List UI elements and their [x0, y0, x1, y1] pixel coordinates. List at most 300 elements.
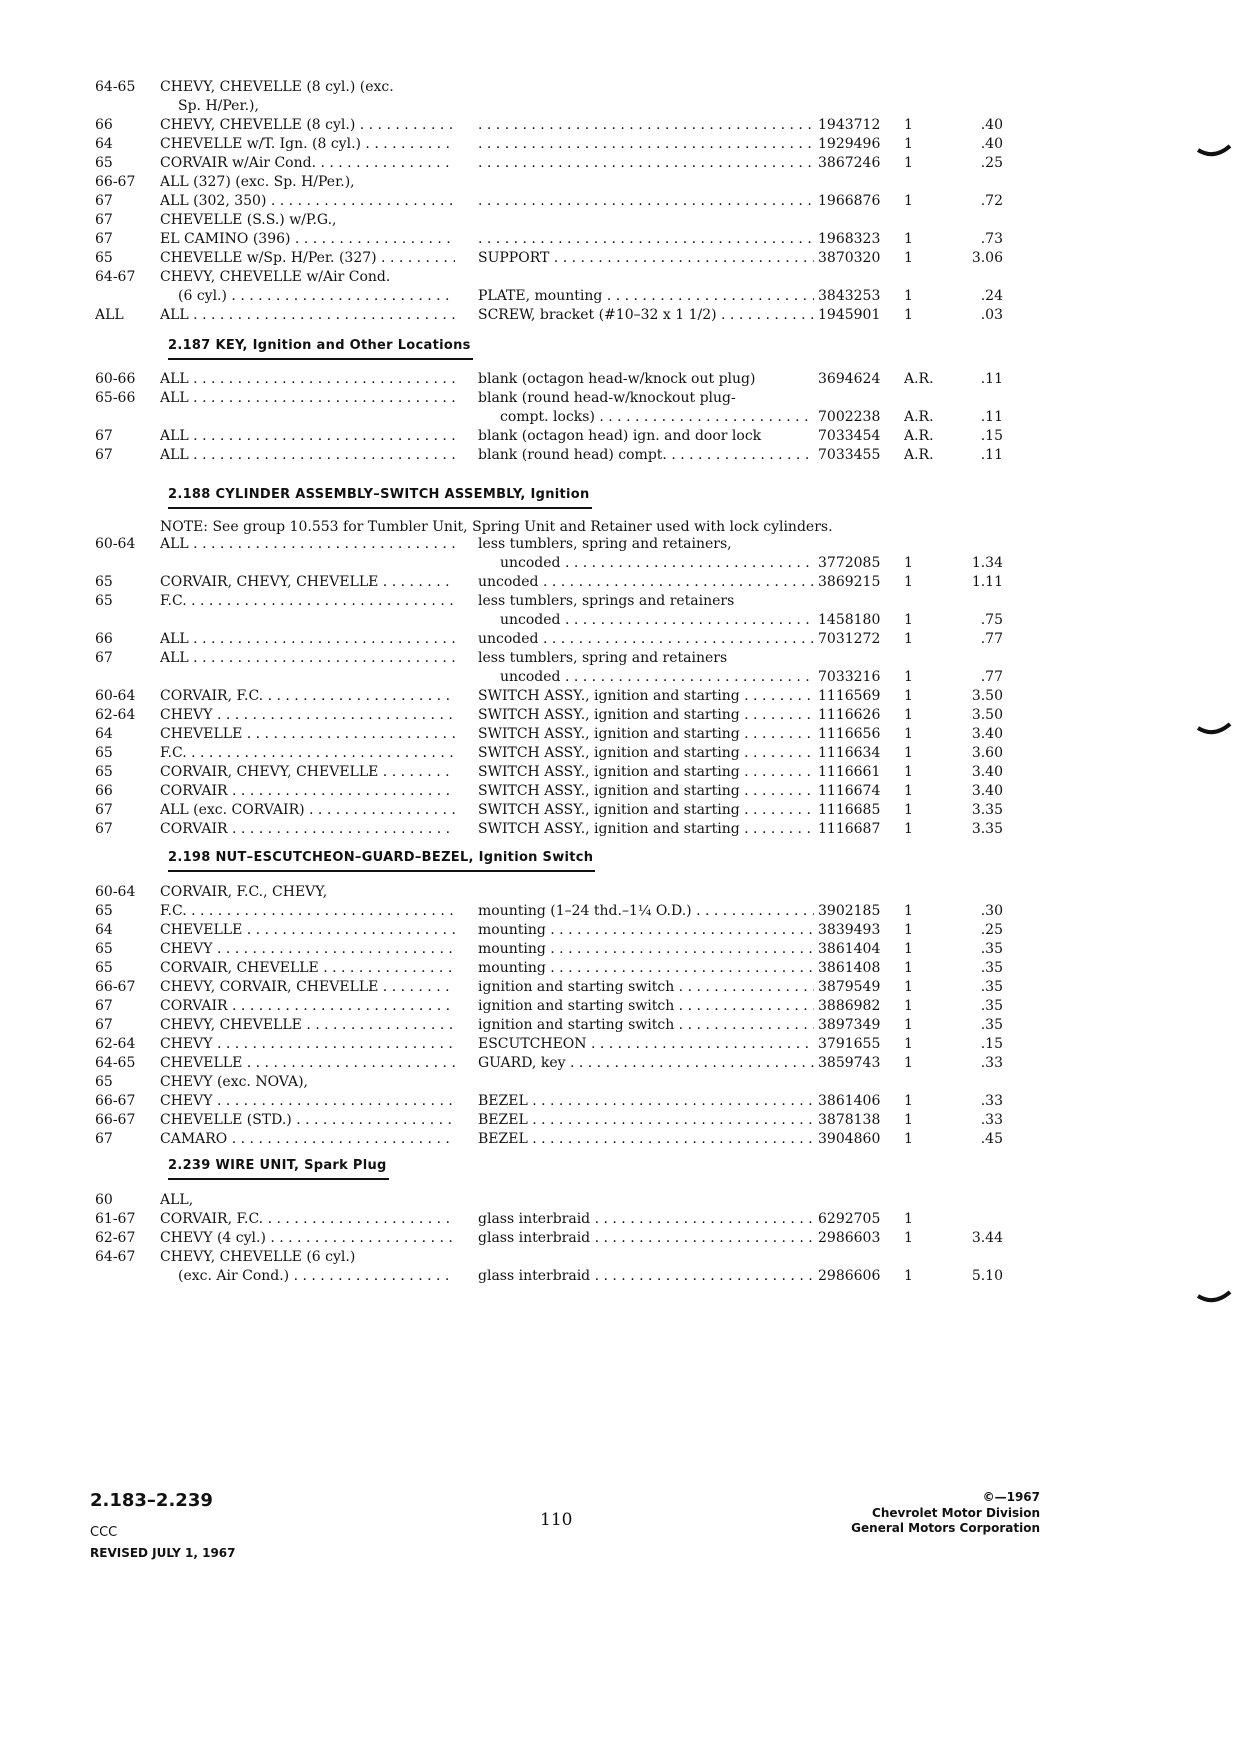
price [945, 1092, 1003, 1111]
model-year-text: 67 [95, 1017, 113, 1033]
footer-ccc: CCC [90, 1525, 118, 1540]
part-number [818, 725, 902, 744]
application-text: CORVAIR, F.C. . . . [160, 1211, 455, 1227]
application-text: CHEVELLE . . . [160, 922, 455, 938]
description [478, 959, 814, 978]
application [160, 1130, 455, 1149]
price [945, 902, 1003, 921]
application [160, 1248, 455, 1267]
application-text: ALL . . . [160, 371, 455, 387]
table-row [0, 154, 1248, 173]
application [160, 306, 455, 325]
description-text: less tumblers, spring and retainers [478, 650, 728, 666]
description [478, 1092, 814, 1111]
model-year-text: 66 [95, 117, 113, 133]
application [160, 763, 455, 782]
price-text: .15 [980, 1036, 1003, 1052]
description [478, 573, 814, 592]
model-year-text: 64 [95, 922, 113, 938]
quantity-text: 1 [904, 250, 913, 266]
application [160, 535, 455, 554]
price-text: .03 [980, 307, 1003, 323]
price-text: .11 [980, 409, 1003, 425]
section-heading: 2.188 CYLINDER ASSEMBLY–SWITCH ASSEMBLY, Ignition [168, 485, 592, 509]
description [500, 668, 814, 687]
price [945, 782, 1003, 801]
model-year [95, 902, 155, 921]
model-year [95, 268, 155, 287]
description [478, 306, 814, 325]
application-text: ALL . . . [160, 536, 455, 552]
quantity [904, 554, 944, 573]
table-row [0, 306, 1248, 325]
quantity-text: 1 [904, 1131, 913, 1147]
application-text: CHEVY (4 cyl.) . . . [160, 1230, 455, 1246]
quantity [904, 1130, 944, 1149]
part-number [818, 554, 902, 573]
description [478, 1210, 814, 1229]
model-year-text: 66 [95, 783, 113, 799]
part-number [818, 230, 902, 249]
model-year [95, 978, 155, 997]
model-year-text: 67 [95, 428, 113, 444]
model-year [95, 649, 155, 668]
model-year [95, 1111, 155, 1130]
application [160, 902, 455, 921]
description-text: SUPPORT . . . [478, 250, 814, 266]
description-text [478, 193, 814, 209]
price [945, 1111, 1003, 1130]
table-row [0, 921, 1248, 940]
description-text [478, 136, 814, 152]
parts-table [0, 1191, 1248, 1286]
model-year [95, 211, 155, 230]
part-number [818, 668, 902, 687]
quantity [904, 706, 944, 725]
model-year [95, 116, 155, 135]
description [478, 744, 814, 763]
model-year-text: 65 [95, 574, 113, 590]
table-row [0, 268, 1248, 287]
quantity [904, 135, 944, 154]
description [478, 1130, 814, 1149]
price [945, 940, 1003, 959]
application [160, 706, 455, 725]
application [160, 389, 455, 408]
price [945, 959, 1003, 978]
price [945, 230, 1003, 249]
table-row [0, 1111, 1248, 1130]
model-year [95, 959, 155, 978]
part-number-text: 1966876 [818, 193, 881, 209]
description [478, 389, 814, 408]
application [160, 230, 455, 249]
description [478, 706, 814, 725]
part-number [818, 902, 902, 921]
price [945, 370, 1003, 389]
description-text: uncoded . . . [500, 669, 814, 685]
description-text: uncoded . . . [500, 612, 814, 628]
quantity [904, 1016, 944, 1035]
description-text: blank (octagon head) ign. and door lock [478, 428, 762, 444]
application-text: (exc. Air Cond.) . . . [178, 1268, 455, 1284]
model-year-text: 65 [95, 764, 113, 780]
description [478, 287, 814, 306]
application-text: ALL . . . [160, 390, 455, 406]
price [945, 725, 1003, 744]
part-number-text: 1968323 [818, 231, 881, 247]
description [478, 940, 814, 959]
table-row [0, 573, 1248, 592]
quantity [904, 725, 944, 744]
part-number-text: 1116687 [818, 821, 881, 837]
model-year [95, 1229, 155, 1248]
application [160, 649, 455, 668]
application [160, 1054, 455, 1073]
model-year-text: 60 [95, 1192, 113, 1208]
quantity [904, 573, 944, 592]
model-year-text: 67 [95, 231, 113, 247]
table-row [0, 820, 1248, 839]
application-text: CORVAIR, CHEVY, CHEVELLE . . . [160, 574, 455, 590]
model-year-text: 67 [95, 212, 113, 228]
price [945, 287, 1003, 306]
application-text: CORVAIR, CHEVY, CHEVELLE . . . [160, 764, 455, 780]
part-number-text: 1943712 [818, 117, 881, 133]
model-year-text: 66-67 [95, 979, 136, 995]
description-text: less tumblers, spring and retainers, [478, 536, 732, 552]
quantity-text: 1 [904, 783, 913, 799]
application [160, 1073, 455, 1092]
part-number [818, 135, 902, 154]
price [945, 135, 1003, 154]
description-text: mounting (1–24 thd.–1¼ O.D.) . . . [478, 903, 814, 919]
price-text: 3.40 [971, 783, 1003, 799]
application [160, 883, 455, 902]
quantity [904, 801, 944, 820]
quantity-text: 1 [904, 669, 913, 685]
quantity [904, 921, 944, 940]
part-number-text: 3859743 [818, 1055, 881, 1071]
model-year [95, 1130, 155, 1149]
price-text: .75 [980, 612, 1003, 628]
price-text: .33 [980, 1112, 1003, 1128]
quantity-text: 1 [904, 707, 913, 723]
description-text: glass interbraid . . . [478, 1268, 814, 1284]
price-text: .35 [980, 960, 1003, 976]
model-year [95, 763, 155, 782]
parts-table [0, 883, 1248, 1149]
model-year [95, 1210, 155, 1229]
application [160, 940, 455, 959]
part-number [818, 1054, 902, 1073]
description [500, 611, 814, 630]
quantity-text: 1 [904, 802, 913, 818]
application-text: CAMARO . . . [160, 1131, 455, 1147]
price [945, 820, 1003, 839]
application [160, 725, 455, 744]
part-number-text: 1116626 [818, 707, 881, 723]
quantity [904, 1210, 944, 1229]
application-text: CHEVY, CORVAIR, CHEVELLE . . . [160, 979, 455, 995]
model-year [95, 687, 155, 706]
part-number [818, 408, 902, 427]
part-number-text: 3870320 [818, 250, 881, 266]
model-year-text: 60-66 [95, 371, 136, 387]
table-row [0, 554, 1248, 573]
description-text: BEZEL . . . [478, 1112, 814, 1128]
model-year-text: 65 [95, 745, 113, 761]
price [945, 554, 1003, 573]
part-number [818, 192, 902, 211]
quantity-text: 1 [904, 1112, 913, 1128]
description [478, 997, 814, 1016]
model-year-text: 61-67 [95, 1211, 136, 1227]
table-row [0, 1073, 1248, 1092]
application-text: CHEVELLE . . . [160, 1055, 455, 1071]
footer-division: Chevrolet Motor Division [872, 1506, 1040, 1520]
table-row [0, 801, 1248, 820]
description-text: glass interbraid . . . [478, 1230, 814, 1246]
model-year [95, 1016, 155, 1035]
price [945, 1229, 1003, 1248]
quantity [904, 1229, 944, 1248]
section-heading: 2.198 NUT–ESCUTCHEON–GUARD–BEZEL, Ignition Switch [168, 848, 595, 872]
table-row [0, 389, 1248, 408]
price-text: .30 [980, 903, 1003, 919]
page-number: 110 [540, 1510, 573, 1530]
price-text: .33 [980, 1055, 1003, 1071]
table-row [0, 883, 1248, 902]
part-number [818, 820, 902, 839]
model-year [95, 573, 155, 592]
application-text: CHEVELLE . . . [160, 726, 455, 742]
description [478, 370, 814, 389]
margin-mark [1196, 722, 1232, 740]
quantity [904, 446, 944, 465]
table-row [0, 427, 1248, 446]
part-number [818, 959, 902, 978]
application-text: F.C. . . . [160, 593, 455, 609]
description-text: compt. locks) . . . [500, 409, 814, 425]
section-heading: 2.239 WIRE UNIT, Spark Plug [168, 1156, 389, 1180]
application-text: CHEVY, CHEVELLE (8 cyl.) . . . [160, 117, 455, 133]
description [478, 649, 814, 668]
part-number-text: 7033455 [818, 447, 881, 463]
part-number-text: 7031272 [818, 631, 881, 647]
description [478, 192, 814, 211]
part-number [818, 573, 902, 592]
price-text: .73 [980, 231, 1003, 247]
table-row [0, 535, 1248, 554]
table-row [0, 592, 1248, 611]
part-number-text: 2986606 [818, 1268, 881, 1284]
footer-copyright: ©—1967 [982, 1490, 1040, 1504]
description [478, 154, 814, 173]
model-year-text: 65-66 [95, 390, 136, 406]
quantity [904, 306, 944, 325]
quantity [904, 1111, 944, 1130]
quantity-text: 1 [904, 555, 913, 571]
application-text: CHEVELLE w/T. Ign. (8 cyl.) . . . [160, 136, 455, 152]
quantity-text: 1 [904, 631, 913, 647]
table-row [0, 408, 1248, 427]
application [178, 1267, 455, 1286]
price [945, 573, 1003, 592]
model-year-text: 60-64 [95, 884, 136, 900]
price [945, 706, 1003, 725]
model-year-text: 62-64 [95, 1036, 136, 1052]
part-number [818, 1267, 902, 1286]
part-number-text: 3867246 [818, 155, 881, 171]
part-number [818, 370, 902, 389]
application-text: CHEVY (exc. NOVA), [160, 1074, 308, 1090]
quantity-text: 1 [904, 307, 913, 323]
table-row [0, 249, 1248, 268]
description-text: ignition and starting switch . . . [478, 1017, 814, 1033]
table-row [0, 173, 1248, 192]
part-number-text: 3861408 [818, 960, 881, 976]
model-year [95, 1191, 155, 1210]
description [478, 1111, 814, 1130]
description-text: SWITCH ASSY., ignition and starting . . . [478, 821, 814, 837]
part-number-text: 1458180 [818, 612, 881, 628]
price [945, 687, 1003, 706]
price [945, 306, 1003, 325]
table-row [0, 1191, 1248, 1210]
price-text: .24 [980, 288, 1003, 304]
quantity [904, 192, 944, 211]
description-text: mounting . . . [478, 960, 814, 976]
model-year [95, 706, 155, 725]
description [478, 820, 814, 839]
description [478, 1267, 814, 1286]
price-text: 3.44 [971, 1230, 1003, 1246]
model-year [95, 820, 155, 839]
description-text: SWITCH ASSY., ignition and starting . . . [478, 707, 814, 723]
application-text: CHEVY . . . [160, 941, 455, 957]
model-year-text: 65 [95, 250, 113, 266]
part-number-text: 7033216 [818, 669, 881, 685]
description-text: mounting . . . [478, 922, 814, 938]
table-row [0, 1054, 1248, 1073]
description [478, 630, 814, 649]
footer-corporation: General Motors Corporation [851, 1521, 1040, 1535]
model-year-text: 64-65 [95, 1055, 136, 1071]
description-text: SWITCH ASSY., ignition and starting . . . [478, 688, 814, 704]
model-year-text: 66-67 [95, 174, 136, 190]
application [160, 744, 455, 763]
model-year-text: 65 [95, 941, 113, 957]
application [160, 959, 455, 978]
description-text: ESCUTCHEON . . . [478, 1036, 814, 1052]
part-number-text: 3869215 [818, 574, 881, 590]
model-year-text: 65 [95, 593, 113, 609]
application-text: ALL . . . [160, 631, 455, 647]
part-number [818, 997, 902, 1016]
description [478, 1016, 814, 1035]
part-number-text: 1945901 [818, 307, 881, 323]
quantity [904, 1035, 944, 1054]
table-row [0, 97, 1248, 116]
application-text: F.C. . . . [160, 903, 455, 919]
model-year-text: 64-65 [95, 79, 136, 95]
price [945, 408, 1003, 427]
price-text: 3.50 [971, 707, 1003, 723]
price [945, 763, 1003, 782]
application-text: CORVAIR . . . [160, 783, 455, 799]
description-text: blank (round head-w/knockout plug- [478, 390, 736, 406]
description-text: mounting . . . [478, 941, 814, 957]
quantity [904, 116, 944, 135]
part-number [818, 116, 902, 135]
model-year-text: 67 [95, 802, 113, 818]
model-year [95, 1092, 155, 1111]
model-year [95, 306, 155, 325]
quantity [904, 978, 944, 997]
application [160, 997, 455, 1016]
price-text: 3.60 [971, 745, 1003, 761]
table-row [0, 763, 1248, 782]
quantity [904, 249, 944, 268]
part-number [818, 1016, 902, 1035]
model-year [95, 389, 155, 408]
model-year-text: 67 [95, 650, 113, 666]
model-year [95, 744, 155, 763]
quantity [904, 154, 944, 173]
application [160, 687, 455, 706]
application-text: CHEVY, CHEVELLE (6 cyl.) [160, 1249, 356, 1265]
part-number [818, 687, 902, 706]
part-number [818, 154, 902, 173]
quantity [904, 687, 944, 706]
table-row [0, 687, 1248, 706]
price-text: .25 [980, 155, 1003, 171]
price [945, 668, 1003, 687]
application [160, 1092, 455, 1111]
application [160, 978, 455, 997]
model-year-text: 65 [95, 155, 113, 171]
quantity-text: 1 [904, 1093, 913, 1109]
price-text: .15 [980, 428, 1003, 444]
table-row [0, 211, 1248, 230]
model-year [95, 630, 155, 649]
description-text [478, 155, 814, 171]
part-number-text: 3904860 [818, 1131, 881, 1147]
description [478, 249, 814, 268]
quantity-text: 1 [904, 1230, 913, 1246]
model-year [95, 427, 155, 446]
price-text: .35 [980, 941, 1003, 957]
model-year [95, 1073, 155, 1092]
quantity-text: 1 [904, 903, 913, 919]
part-number-text: 3772085 [818, 555, 881, 571]
description-text: BEZEL . . . [478, 1131, 814, 1147]
part-number-text: 3861406 [818, 1093, 881, 1109]
part-number-text: 2986603 [818, 1230, 881, 1246]
model-year [95, 446, 155, 465]
description-text: less tumblers, springs and retainers [478, 593, 735, 609]
quantity [904, 763, 944, 782]
model-year-text: 64 [95, 136, 113, 152]
table-row [0, 1016, 1248, 1035]
application [160, 192, 455, 211]
table-row [0, 782, 1248, 801]
application-text: CHEVY . . . [160, 1036, 455, 1052]
description-text: ignition and starting switch . . . [478, 979, 814, 995]
part-number [818, 306, 902, 325]
price-text: .77 [980, 631, 1003, 647]
